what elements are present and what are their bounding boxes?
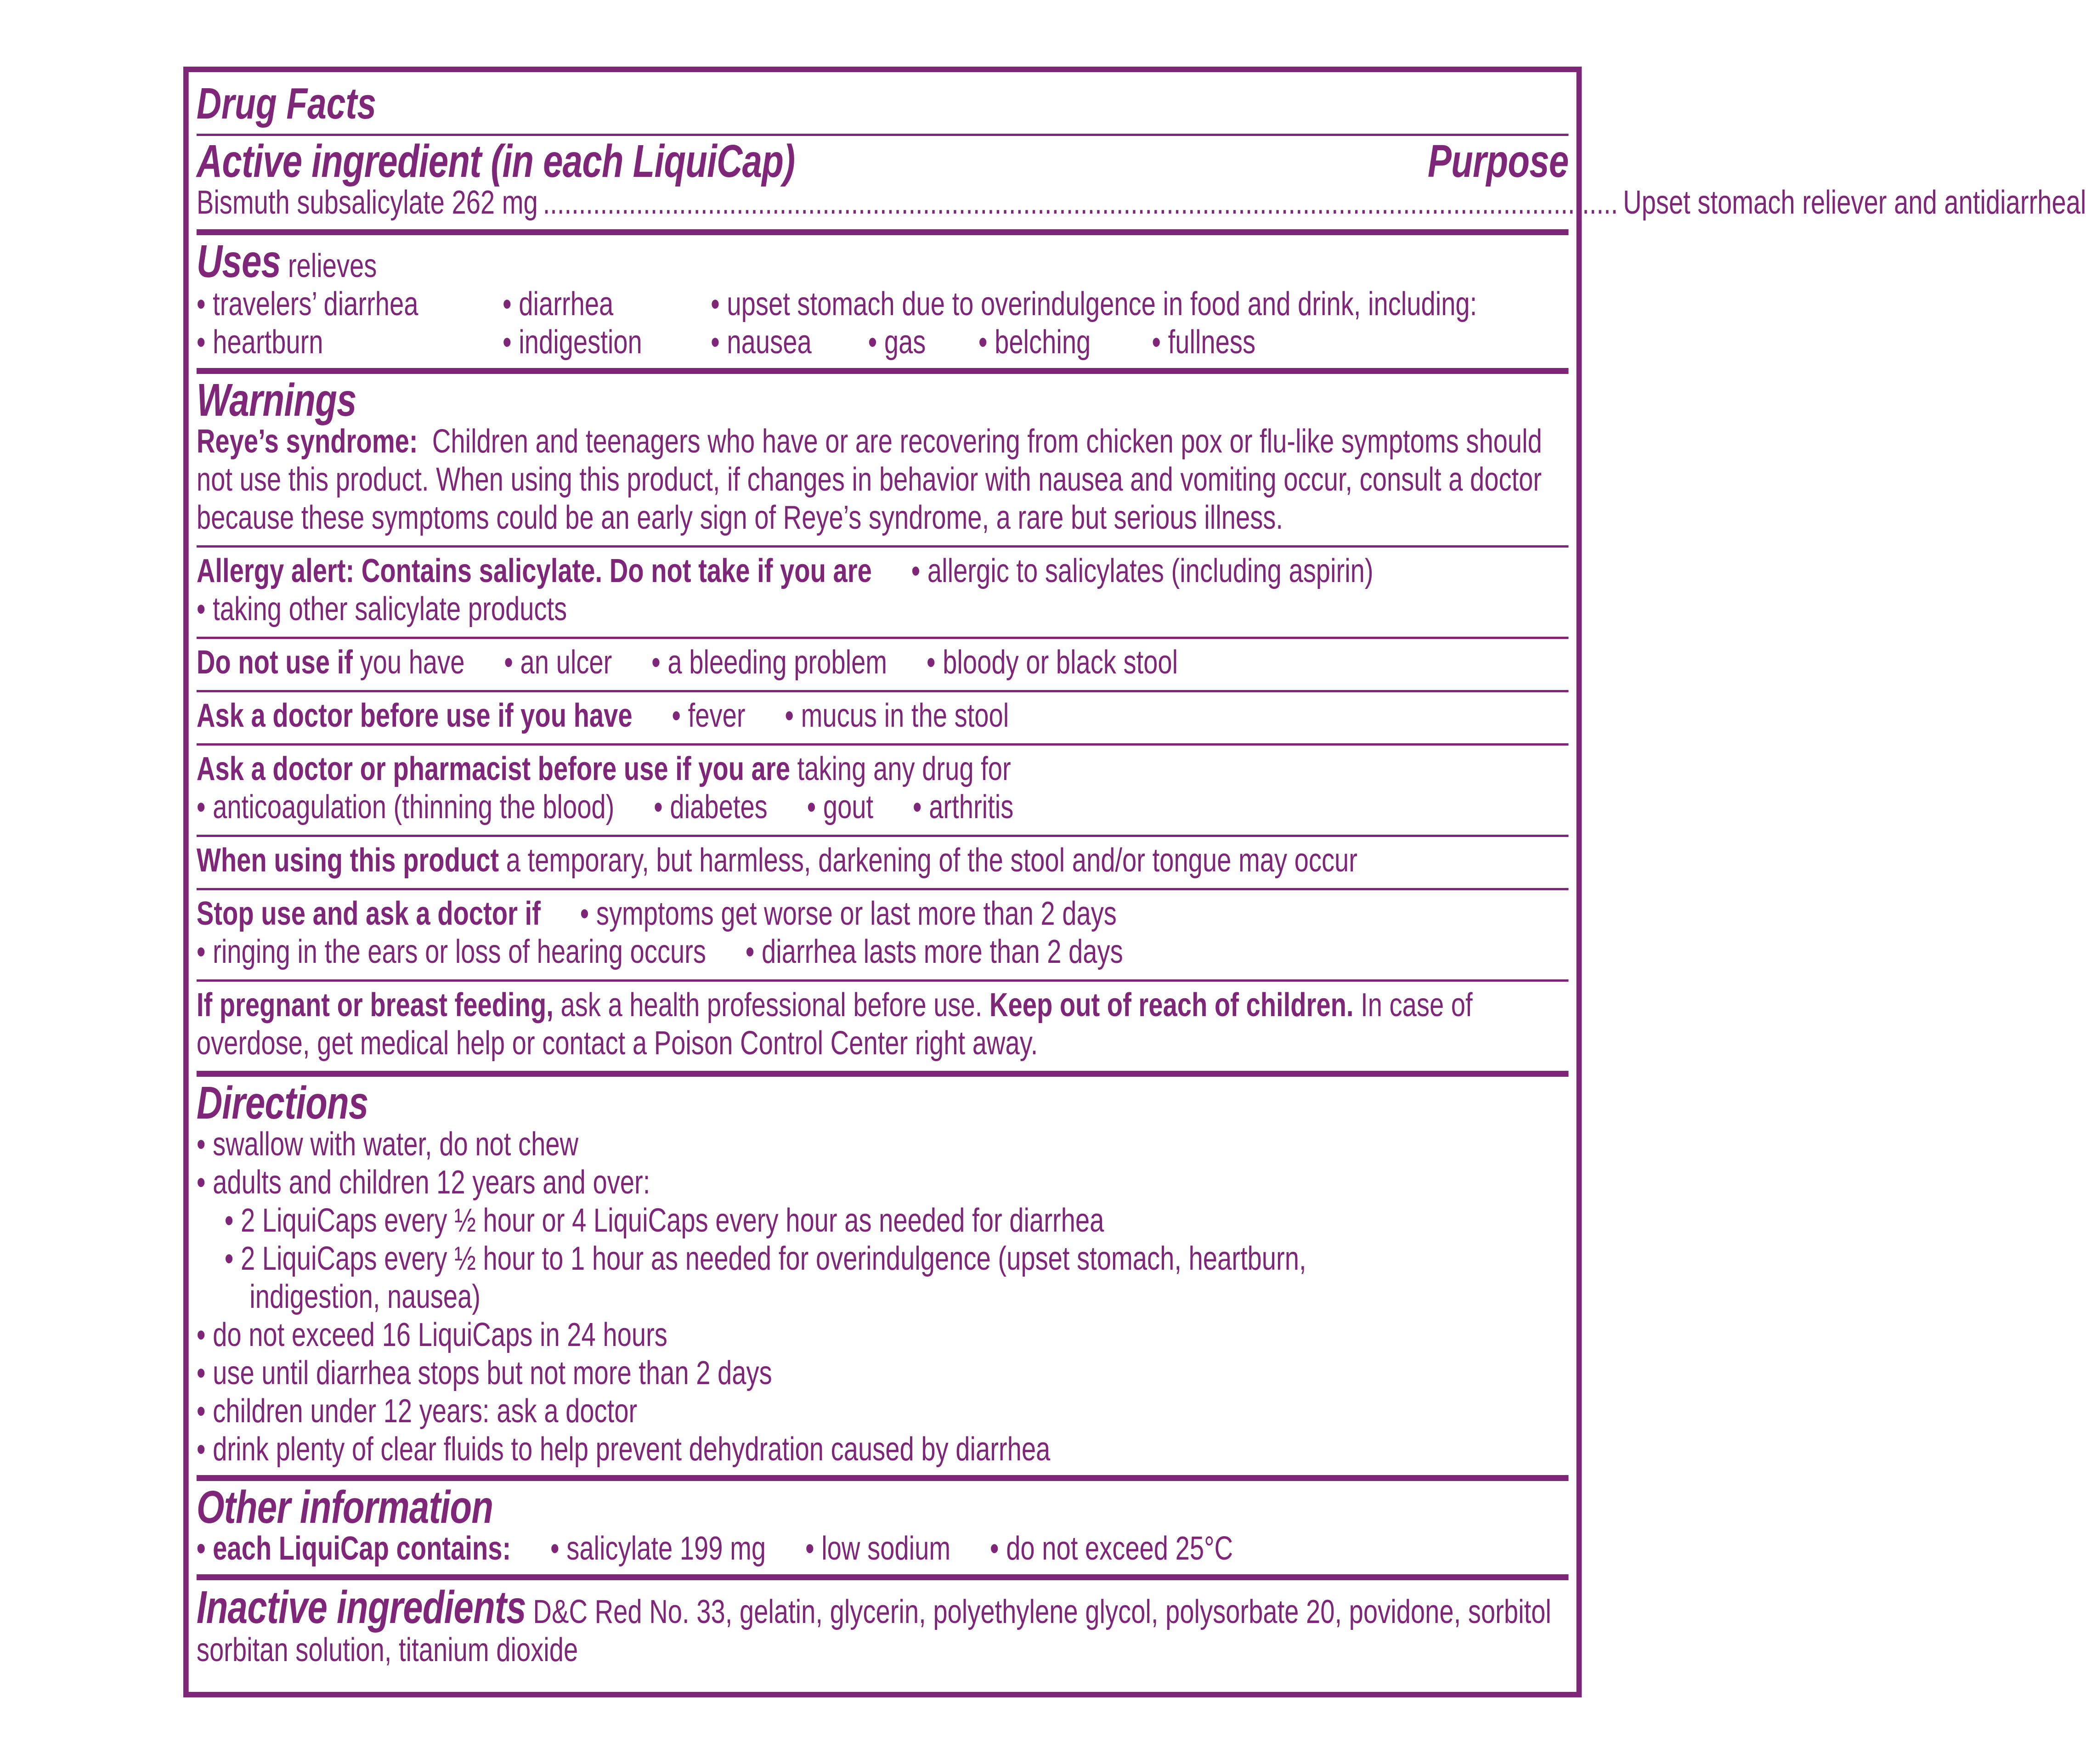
do-not-use-text: you have [360,644,465,681]
use-item: • nausea [711,324,812,361]
divider [197,229,1569,235]
inactive-ingredients-text: D&C Red No. 33, gelatin, glycerin, polyethylene glycol, polysorbate 20, povidone, sorbitol sorbitan solution, titanium dioxide [196,1594,1551,1668]
uses-section [197,235,1569,368]
reye-text: Children and teenagers who have or are recovering from chicken pox or flu-like symptoms should not use this product. When using this product, if changes in behavior with nausea and vomiting occur, consult a doctor because these symptoms could be an early sign of Reye’s syndrome, a rare but serious illness. [196,423,1542,536]
direction-item: • drink plenty of clear fluids to help prevent dehydration caused by diarrhea [196,1431,1051,1468]
active-ingredient-heading: Active ingredient (in each LiquiCap) [196,136,795,187]
pregnant-label: If pregnant or breast feeding, [196,987,554,1023]
ask-pharmacist-text: taking any drug for [797,751,1011,787]
inactive-ingredients-heading: Inactive ingredients [196,1582,526,1633]
use-item: • gas [868,324,926,361]
direction-subitem: • 2 LiquiCaps every ½ hour to 1 hour as needed for overindulgence (upset stomach, heartburn, [224,1240,1306,1277]
use-item: • diarrhea [502,286,614,322]
leader-dots: ...................................................................................................................................................... [543,184,1618,221]
direction-item: • adults and children 12 years and over: [196,1164,650,1201]
use-item: • indigestion [502,324,642,361]
uses-intro: relieves [288,248,377,284]
direction-item: • use until diarrhea stops but not more than 2 days [196,1355,772,1391]
other-item: • low sodium [805,1530,951,1567]
uses-heading: Uses [196,236,281,287]
ask-doctor-label: Ask a doctor before use if you have [196,697,633,734]
use-item: • travelers’ diarrhea [196,286,418,322]
do-not-use-item: • bloody or black stool [926,644,1178,681]
stop-use-label: Stop use and ask a doctor if [196,895,541,932]
warnings-section [197,374,1569,1071]
other-item: • do not exceed 25°C [989,1530,1233,1567]
ask-doctor-item: • mucus in the stool [785,697,1009,734]
other-information-section [197,1481,1569,1574]
keep-out-label: Keep out of reach of children. [989,987,1354,1023]
directions-section [197,1077,1569,1475]
drug-facts-label [183,67,2086,1697]
divider [197,368,1569,374]
overdose-text: In case of overdose, get medical help or contact a Poison Control Center right away. [196,987,1473,1062]
direction-subitem-continued: indigestion, nausea) [249,1278,481,1315]
when-using-text: a temporary, but harmless, darkening of the stool and/or tongue may occur [506,842,1357,879]
when-using-label: When using this product [196,842,499,879]
stop-use-item: • symptoms get worse or last more than 2 days [580,895,1117,932]
stop-use-item: • diarrhea lasts more than 2 days [745,933,1123,970]
label-title: Drug Facts [196,79,376,128]
other-information-heading: Other information [196,1481,493,1533]
direction-item: • do not exceed 16 LiquiCaps in 24 hours [196,1317,667,1353]
ingredient-name: Bismuth subsalicylate 262 mg [196,184,538,221]
pregnant-text: ask a health professional before use. [560,987,983,1023]
do-not-use-item: • a bleeding problem [651,644,888,681]
warnings-heading: Warnings [196,374,356,426]
ask-pharmacist-item: • anticoagulation (thinning the blood) [196,789,615,825]
use-item: • belching [978,324,1091,361]
other-label: • each LiquiCap contains: [196,1530,511,1567]
do-not-use-item: • an ulcer [504,644,612,681]
stop-use-item: • ringing in the ears or loss of hearing occurs [196,933,706,970]
use-item: • upset stomach due to overindulgence in food and drink, including: [711,286,1477,322]
active-ingredient-section [196,136,2086,229]
ingredient-purpose: Upset stomach reliever and antidiarrheal [1623,184,2086,221]
ask-pharmacist-item: • arthritis [912,789,1014,825]
ask-doctor-item: • fever [672,697,746,734]
ask-pharmacist-label: Ask a doctor or pharmacist before use if you are [196,751,790,787]
direction-item: • children under 12 years: ask a doctor [196,1393,638,1430]
inactive-ingredients-section [197,1580,1569,1669]
direction-item: • swallow with water, do not chew [196,1126,579,1163]
reye-label: Reye’s syndrome: [196,423,418,460]
direction-subitem: • 2 LiquiCaps every ½ hour or 4 LiquiCaps every hour as needed for diarrhea [224,1202,1104,1239]
purpose-heading: Purpose [1427,136,1569,187]
use-item: • fullness [1152,324,1256,361]
divider [197,1475,1569,1481]
ask-pharmacist-item: • diabetes [654,789,768,825]
do-not-use-label: Do not use if [196,644,353,681]
divider [197,1574,1569,1580]
other-item: • salicylate 199 mg [550,1530,766,1567]
use-item: • heartburn [196,324,323,361]
directions-heading: Directions [196,1077,368,1129]
ask-pharmacist-item: • gout [807,789,874,825]
allergy-item: • allergic to salicylates (including aspirin) [911,553,1374,589]
divider [197,1071,1569,1077]
allergy-item: • taking other salicylate products [196,591,567,628]
allergy-label: Allergy alert: Contains salicylate. Do not take if you are [196,553,872,589]
